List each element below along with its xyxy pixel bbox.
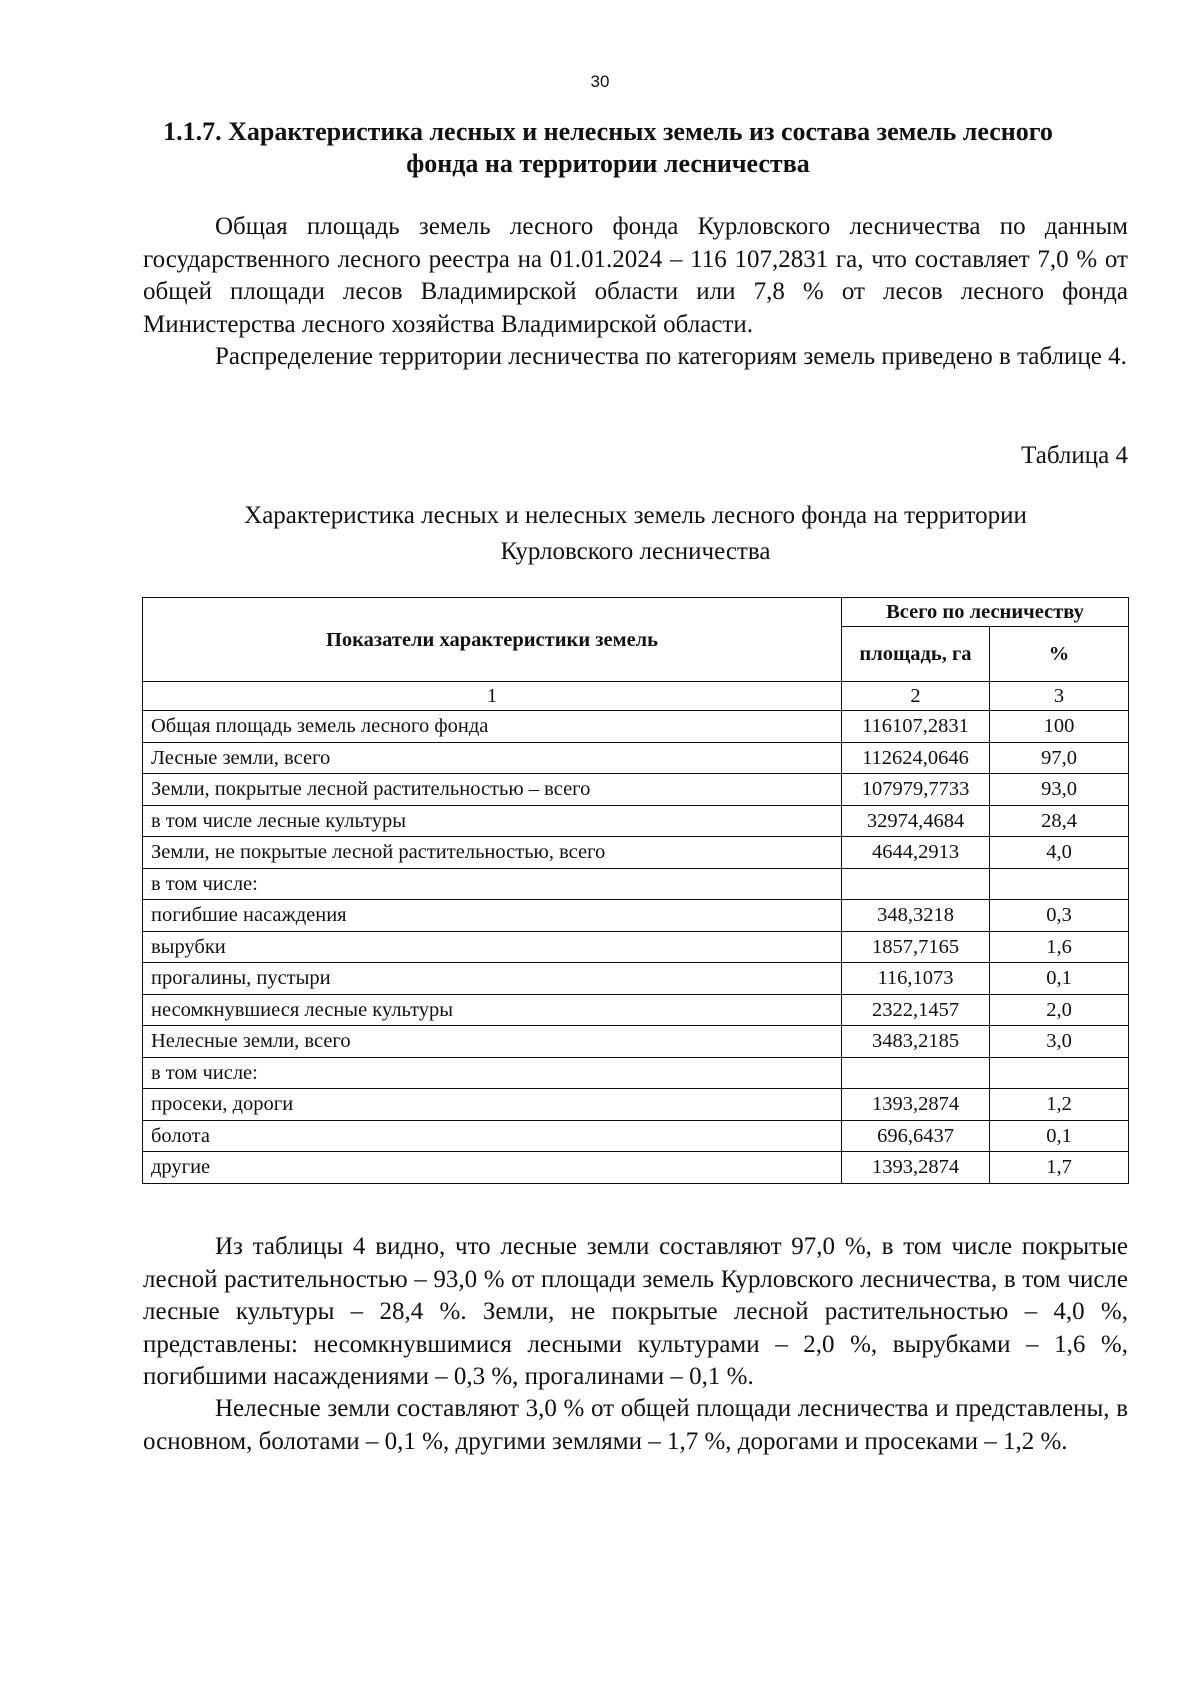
row-label-cell: прогалины, пустыри <box>143 963 842 995</box>
header-percent: % <box>990 627 1129 682</box>
row-area-cell: 116107,2831 <box>842 711 990 743</box>
table-row <box>143 900 1129 932</box>
row-area-cell: 112624,0646 <box>842 742 990 774</box>
row-area-cell: 696,6437 <box>842 1120 990 1152</box>
row-percent-cell: 2,0 <box>990 994 1129 1026</box>
index-cell: 3 <box>990 682 1129 711</box>
row-label-cell: просеки, дороги <box>143 1089 842 1121</box>
table-row <box>143 1089 1129 1121</box>
header-area: площадь, га <box>842 627 990 682</box>
table-row <box>143 1026 1129 1058</box>
table-row <box>143 963 1129 995</box>
row-area-cell: 4644,2913 <box>842 837 990 869</box>
row-label-cell: Земли, покрытые лесной растительностью – всего <box>143 774 842 806</box>
page-number: 30 <box>590 72 610 91</box>
row-area-cell <box>842 1057 990 1089</box>
row-percent-cell: 93,0 <box>990 774 1129 806</box>
row-percent-cell: 4,0 <box>990 837 1129 869</box>
index-cell: 2 <box>842 682 990 711</box>
row-label-cell: болота <box>143 1120 842 1152</box>
intro-paragraph: Общая площадь земель лесного фонда Курловского лесничества по данным государственного лесного реестра на 01.01.2024 – 116 107,2831 га, что составляет 7,0 % от общей площади лесов Владимирской области или 7,8 % от лесов лесного фонда Министерства лесного хозяйства Владимирской области. <box>143 213 1128 338</box>
row-label-cell: Лесные земли, всего <box>143 742 842 774</box>
index-cell: 1 <box>143 682 842 711</box>
row-percent-cell: 1,6 <box>990 931 1129 963</box>
row-area-cell: 348,3218 <box>842 900 990 932</box>
header-total-forestry: Всего по лесничеству <box>842 598 1129 627</box>
table-row <box>143 994 1129 1026</box>
section-heading: 1.1.7. Характеристика лесных и нелесных земель из состава земель лесного фонда на территории лесничества <box>163 117 1053 178</box>
row-area-cell: 107979,7733 <box>842 774 990 806</box>
row-area-cell: 1857,7165 <box>842 931 990 963</box>
row-label-cell: в том числе лесные культуры <box>143 805 842 837</box>
row-label-cell: Земли, не покрытые лесной растительностью, всего <box>143 837 842 869</box>
row-percent-cell: 0,3 <box>990 900 1129 932</box>
table-row <box>143 1152 1129 1184</box>
row-area-cell: 3483,2185 <box>842 1026 990 1058</box>
row-percent-cell: 1,7 <box>990 1152 1129 1184</box>
row-area-cell: 116,1073 <box>842 963 990 995</box>
table-caption <box>143 498 1128 570</box>
row-percent-cell <box>990 868 1129 900</box>
row-percent-cell: 100 <box>990 711 1129 743</box>
row-label-cell: погибшие насаждения <box>143 900 842 932</box>
land-characteristics-table <box>142 597 1129 1184</box>
row-percent-cell: 28,4 <box>990 805 1129 837</box>
header-indicators: Показатели характеристики земель <box>143 598 842 682</box>
row-label-cell: в том числе: <box>143 1057 842 1089</box>
row-label-cell: в том числе: <box>143 868 842 900</box>
table-row <box>143 837 1129 869</box>
row-percent-cell: 0,1 <box>990 963 1129 995</box>
table-row <box>143 711 1129 743</box>
row-area-cell: 1393,2874 <box>842 1152 990 1184</box>
table-body <box>143 711 1129 1184</box>
row-percent-cell: 3,0 <box>990 1026 1129 1058</box>
table-caption-line-1: Характеристика лесных и нелесных земель лесного фонда на территории <box>244 502 1027 529</box>
row-label-cell: несомкнувшиеся лесные культуры <box>143 994 842 1026</box>
row-percent-cell: 97,0 <box>990 742 1129 774</box>
distribution-paragraph: Распределение территории лесничества по категориям земель приведено в таблице 4. <box>215 343 1127 370</box>
table-row <box>143 1057 1129 1089</box>
table-caption-line-2: Курловского лесничества <box>500 538 771 565</box>
row-percent-cell <box>990 1057 1129 1089</box>
table-row <box>143 1120 1129 1152</box>
row-percent-cell: 1,2 <box>990 1089 1129 1121</box>
conclusion-paragraph-1: Из таблицы 4 видно, что лесные земли составляют 97,0 %, в том числе покрытые лесной растительностью – 93,0 % от площади земель Курловского лесничества, в том числе лесные культуры – 28,4 %. Земли, не покрытые лесной растительностью – 4,0 %, представлены: несомкнувшимися лесными культурами – 2,0 %, вырубками – 1,6 %, погибшими насаждениями – 0,3 %, прогалинами – 0,1 %. <box>143 1233 1128 1390</box>
table-row <box>143 868 1129 900</box>
table-row <box>143 805 1129 837</box>
table-label: Таблица 4 <box>1021 442 1128 469</box>
row-percent-cell: 0,1 <box>990 1120 1129 1152</box>
row-label-cell: Нелесные земли, всего <box>143 1026 842 1058</box>
row-area-cell: 32974,4684 <box>842 805 990 837</box>
row-label-cell: Общая площадь земель лесного фонда <box>143 711 842 743</box>
table-row <box>143 774 1129 806</box>
conclusion-paragraph-2: Нелесные земли составляют 3,0 % от общей площади лесничества и представлены, в основном, болотами – 0,1 %, другими землями – 1,7 %, дорогами и просеками – 1,2 %. <box>143 1395 1128 1455</box>
row-label-cell: другие <box>143 1152 842 1184</box>
row-label-cell: вырубки <box>143 931 842 963</box>
row-area-cell: 1393,2874 <box>842 1089 990 1121</box>
table-row <box>143 931 1129 963</box>
row-area-cell: 2322,1457 <box>842 994 990 1026</box>
table-row <box>143 742 1129 774</box>
row-area-cell <box>842 868 990 900</box>
